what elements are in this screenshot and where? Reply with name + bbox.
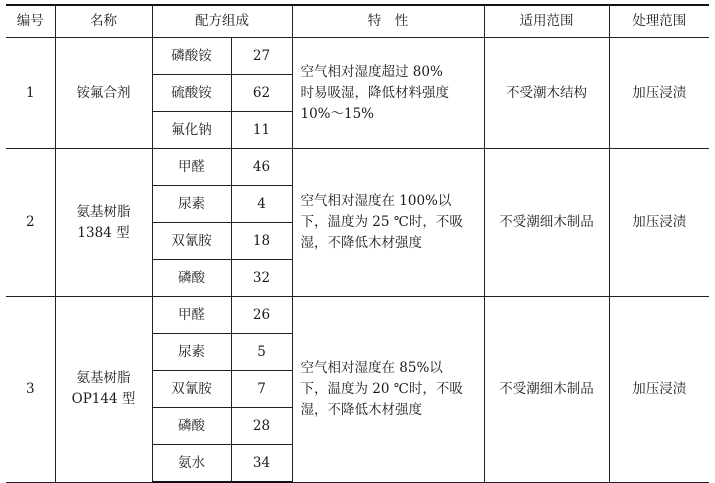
cell-id: 3: [6, 297, 55, 483]
cell-scope: 不受潮细木制品: [484, 149, 609, 297]
component-name: 双氰胺: [152, 371, 231, 408]
property-line: 时易吸湿，降低材料强度: [300, 84, 449, 101]
component-name: 甲醛: [152, 297, 231, 334]
cell-scope: 不受潮细木制品: [484, 297, 609, 483]
component-value: 4: [231, 186, 292, 223]
cell-id: 2: [6, 149, 55, 297]
property-line: 空气相对湿度在 85%以: [300, 359, 443, 376]
property-line: 湿，不降低木材强度: [300, 235, 422, 251]
property-line: 空气相对湿度在 100%以: [300, 193, 452, 209]
header-row: [6, 5, 709, 38]
component-name: 尿素: [152, 186, 231, 223]
component-value: 18: [231, 223, 292, 260]
component-value: 62: [231, 75, 292, 112]
component-name: 尿素: [152, 334, 231, 371]
cell-property: [292, 297, 484, 483]
property-line: 10%～15%: [300, 105, 375, 122]
table-row: [6, 149, 709, 186]
component-value: 26: [231, 297, 292, 334]
name-line: OP144 型: [71, 391, 136, 408]
component-value: 7: [231, 371, 292, 408]
cell-process: 加压浸渍: [609, 38, 709, 149]
property-line: 湿，不降低木材强度: [300, 401, 422, 418]
header-name: 名称: [55, 5, 152, 38]
component-name: 磷酸铵: [152, 38, 231, 75]
cell-name: [55, 149, 152, 297]
header-id: 编号: [6, 5, 55, 38]
component-value: 11: [231, 112, 292, 149]
component-value: 34: [231, 445, 292, 483]
component-value: 5: [231, 334, 292, 371]
header-scope: 适用范围: [484, 5, 609, 38]
table-row: [6, 38, 709, 75]
component-name: 氟化钠: [152, 112, 231, 149]
header-process: 处理范围: [609, 5, 709, 38]
table-row: [6, 297, 709, 334]
component-value: 27: [231, 38, 292, 75]
cell-name: [55, 38, 152, 149]
component-value: 46: [231, 149, 292, 186]
name-line: 铵氟合剂: [76, 84, 131, 101]
component-name: 磷酸: [152, 408, 231, 445]
component-name: 氨水: [152, 445, 231, 483]
cell-id: 1: [6, 38, 55, 149]
cell-process: 加压浸渍: [609, 297, 709, 483]
component-name: 硫酸铵: [152, 75, 231, 112]
fire-retardant-formula-table: [6, 4, 709, 483]
header-property: 特 性: [292, 5, 484, 38]
name-line: 1384 型: [77, 224, 130, 241]
name-line: 氨基树脂: [76, 370, 131, 387]
header-formula: 配方组成: [152, 5, 292, 38]
property-line: 空气相对湿度超过 80%: [300, 63, 443, 80]
cell-property: [292, 149, 484, 297]
component-value: 28: [231, 408, 292, 445]
cell-name: [55, 297, 152, 483]
component-name: 甲醛: [152, 149, 231, 186]
cell-process: 加压浸渍: [609, 149, 709, 297]
name-line: 氨基树脂: [76, 203, 131, 220]
component-value: 32: [231, 260, 292, 297]
property-line: 下，温度为 25 ℃时，不吸: [300, 214, 463, 230]
component-name: 磷酸: [152, 260, 231, 297]
cell-scope: 不受潮木结构: [484, 38, 609, 149]
cell-property: [292, 38, 484, 149]
property-line: 下，温度为 20 ℃时，不吸: [300, 380, 463, 397]
component-name: 双氰胺: [152, 223, 231, 260]
